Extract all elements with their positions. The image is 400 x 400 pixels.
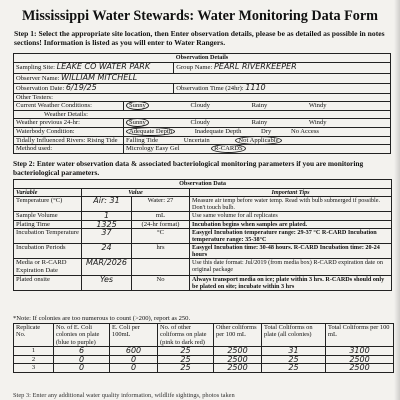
replicate-value[interactable]: 0	[110, 364, 158, 373]
replicate-value[interactable]: 2500	[326, 355, 394, 364]
data-variable: Temperature (°C)	[14, 197, 82, 212]
obs-time-label: Observation Time (24hr):	[176, 84, 244, 92]
replicate-value[interactable]: 0	[54, 355, 110, 364]
replicate-header: Total Coliforms on plate (all colonies)	[262, 324, 326, 347]
data-tip: Easygel Incubation time: 30-48 hours. R-CARD Incubation time: 20-24 hours	[190, 244, 392, 259]
obs-date-label: Observation Date:	[16, 84, 65, 92]
replicate-table	[13, 323, 394, 373]
data-tip: Always transport media on ice; plate within 3 hrs. R-CARDs should only be plated on site; incubate within 3 hrs	[190, 275, 392, 290]
data-variable: Incubation Temperature	[14, 229, 82, 244]
replicate-value[interactable]: 2500	[214, 355, 262, 364]
observation-data-row	[14, 259, 392, 275]
data-value-1[interactable]: 37	[82, 229, 132, 244]
current-weather-options	[124, 102, 391, 111]
data-variable: Plating Time	[14, 220, 82, 229]
waterbody-options	[124, 127, 391, 136]
obs-time-cell	[174, 83, 391, 93]
data-value-2[interactable]: hrs	[132, 244, 190, 259]
replicate-header: Other coliforms per 100 mL	[214, 324, 262, 347]
replicate-header: Replicate No.	[14, 324, 54, 347]
replicate-number: 3	[14, 364, 54, 373]
sampling-site-cell	[14, 62, 174, 73]
sampling-site-label: Sampling Site:	[16, 63, 56, 71]
replicate-number: 2	[14, 355, 54, 364]
observation-details-header: Observation Details	[14, 54, 391, 63]
replicate-value[interactable]: 25	[158, 364, 214, 373]
sampling-site-value[interactable]: LEAKE CO WATER PARK	[56, 61, 151, 71]
data-value-2[interactable]: °C	[132, 229, 190, 244]
tidal-falling[interactable]: Falling Tide	[126, 136, 159, 144]
observer-label: Observer Name:	[16, 74, 60, 82]
data-variable: Media or R-CARD Expiration Date	[14, 259, 82, 275]
replicate-value[interactable]: 6	[54, 347, 110, 356]
replicate-value[interactable]: 2500	[214, 364, 262, 373]
observation-data-row	[14, 275, 392, 290]
method-label: Method used:	[14, 145, 124, 154]
tidal-not-applicable[interactable]: Not Applicable	[235, 136, 281, 145]
replicate-row	[14, 347, 394, 356]
data-value-1[interactable]: MAR/2026	[82, 259, 132, 275]
other-testers-cell	[14, 93, 391, 102]
replicate-value[interactable]: 25	[158, 347, 214, 356]
step3-text: Step 3: Enter any additional water quality information, wildlife sightings, photos taken	[13, 392, 235, 399]
waterbody-dry[interactable]: Dry	[261, 127, 272, 135]
step2-instructions: Step 2: Enter water observation data & associated bacteriological monitoring parameters if you are monitoring bacteriological parameters.	[13, 159, 364, 177]
current-weather-rainy[interactable]: Rainy	[251, 102, 268, 110]
prev-weather-options	[124, 119, 391, 128]
replicate-value[interactable]: 0	[54, 364, 110, 373]
data-value-2[interactable]: Water: 27	[132, 197, 190, 212]
data-variable: Incubation Periods	[14, 244, 82, 259]
paper-edge-shadow	[394, 0, 400, 400]
data-tip: Measure air temp before water temp. Read with bulb submerged if possible. Don't touch bulb.	[190, 197, 392, 212]
method-options	[124, 145, 391, 154]
current-weather-label: Current Weather Conditions:	[14, 102, 124, 111]
replicate-value[interactable]: 25	[262, 355, 326, 364]
current-weather-cloudy[interactable]: Cloudy	[190, 102, 210, 110]
data-value-1[interactable]: 1325	[82, 220, 132, 229]
data-value-2[interactable]: (24-hr format)	[132, 220, 190, 229]
replicate-value[interactable]: 600	[110, 347, 158, 356]
prev-weather-windy[interactable]: Windy	[308, 119, 327, 127]
other-testers-label: Other Testers:	[16, 93, 53, 101]
prev-weather-cloudy[interactable]: Cloudy	[190, 119, 210, 127]
col-tips: Important Tips	[190, 188, 392, 197]
col-value: Value	[82, 188, 190, 197]
prev-weather-label: Weather previous 24-hr:	[14, 119, 124, 128]
observation-data-row	[14, 212, 392, 221]
observation-data-table	[13, 179, 392, 291]
replicate-value[interactable]: 25	[262, 364, 326, 373]
observation-data-row	[14, 229, 392, 244]
observer-value[interactable]: WILLIAM MITCHELL	[61, 72, 138, 82]
current-weather-sunny[interactable]: Sunny	[126, 101, 149, 110]
tidal-label: Tidally Influenced Rivers: Rising Tide	[14, 136, 124, 145]
data-value-1[interactable]: 1	[82, 212, 132, 221]
replicate-value[interactable]: 3100	[326, 347, 394, 356]
group-name-value[interactable]: PEARL RIVERKEEPER	[213, 61, 297, 71]
waterbody-adequate[interactable]: Adequate Depth	[126, 127, 175, 136]
method-rcards[interactable]: R-CARDS	[211, 144, 246, 153]
observation-data-row	[14, 244, 392, 259]
data-value-2[interactable]: mL	[132, 212, 190, 221]
obs-date-value[interactable]: 6/19/25	[65, 82, 97, 92]
replicate-value[interactable]: 2500	[214, 347, 262, 356]
data-value-2[interactable]: No	[132, 275, 190, 290]
data-variable: Sample Volume	[14, 212, 82, 221]
weather-details-label: Weather Details:	[14, 110, 391, 119]
data-value-1[interactable]: 24	[82, 244, 132, 259]
replicate-value[interactable]: 0	[110, 355, 158, 364]
group-name-cell	[174, 62, 391, 73]
observer-cell	[14, 73, 391, 83]
data-variable: Plated onsite	[14, 275, 82, 290]
prev-weather-sunny[interactable]: Sunny	[126, 118, 149, 127]
tidal-uncertain[interactable]: Uncertain	[183, 136, 210, 144]
current-weather-windy[interactable]: Windy	[308, 102, 327, 110]
waterbody-inadequate[interactable]: Inadequate Depth	[194, 127, 242, 135]
observation-data-header: Observation Data	[14, 180, 392, 189]
replicate-header: E. Coli per 100mL	[110, 324, 158, 347]
colonies-note: *Note: If colonies are too numerous to count (>200), report as 250.	[13, 315, 191, 322]
obs-date-cell	[14, 83, 174, 93]
waterbody-label: Waterbody Condition:	[14, 127, 124, 136]
group-name-label: Group Name:	[176, 63, 213, 71]
data-tip: Incubation begins when samples are plated.	[190, 220, 392, 229]
data-tip: Use same volume for all replicates	[190, 212, 392, 221]
observation-data-row	[14, 197, 392, 212]
form-title: Mississippi Water Stewards: Water Monitoring Data Form	[22, 8, 378, 24]
data-tip: Easygel Incubation temperature range: 29-37 °C R-CARD Incubation temperature range: 35-38°C	[190, 229, 392, 244]
observation-details-table	[13, 53, 391, 154]
col-variable: Variable	[14, 188, 82, 197]
replicate-value[interactable]: 2500	[326, 364, 394, 373]
waterbody-no-access[interactable]: No Access	[290, 127, 319, 135]
data-value-1[interactable]: Yes	[82, 275, 132, 290]
prev-weather-rainy[interactable]: Rainy	[251, 119, 268, 127]
data-value-1[interactable]: Air: 31	[82, 197, 132, 212]
replicate-value[interactable]: 31	[262, 347, 326, 356]
replicate-row	[14, 355, 394, 364]
observation-data-row	[14, 220, 392, 229]
obs-time-value[interactable]: 1110	[245, 82, 266, 92]
tidal-options	[124, 136, 391, 145]
data-value-2[interactable]	[132, 259, 190, 275]
step1-instructions: Step 1: Select the appropriate site location, then Enter observation details, please be as detailed as possible in notes sections! Information is listed as you will enter to Water Rangers.	[14, 29, 385, 47]
replicate-row	[14, 364, 394, 373]
replicate-header: No. of E. Coli colonies on plate (blue to purple)	[54, 324, 110, 347]
replicate-header: Total Coliforms per 100 mL	[326, 324, 394, 347]
replicate-value[interactable]: 25	[158, 355, 214, 364]
replicate-header: No. of other coliforms on plate (pink to dark red)	[158, 324, 214, 347]
replicate-number: 1	[14, 347, 54, 356]
method-easygel[interactable]: Micrology Easy Gel	[126, 145, 180, 153]
data-tip: Use this date format: Jul/2019 (from media box) R-CARD expiration date on original package	[190, 259, 392, 275]
